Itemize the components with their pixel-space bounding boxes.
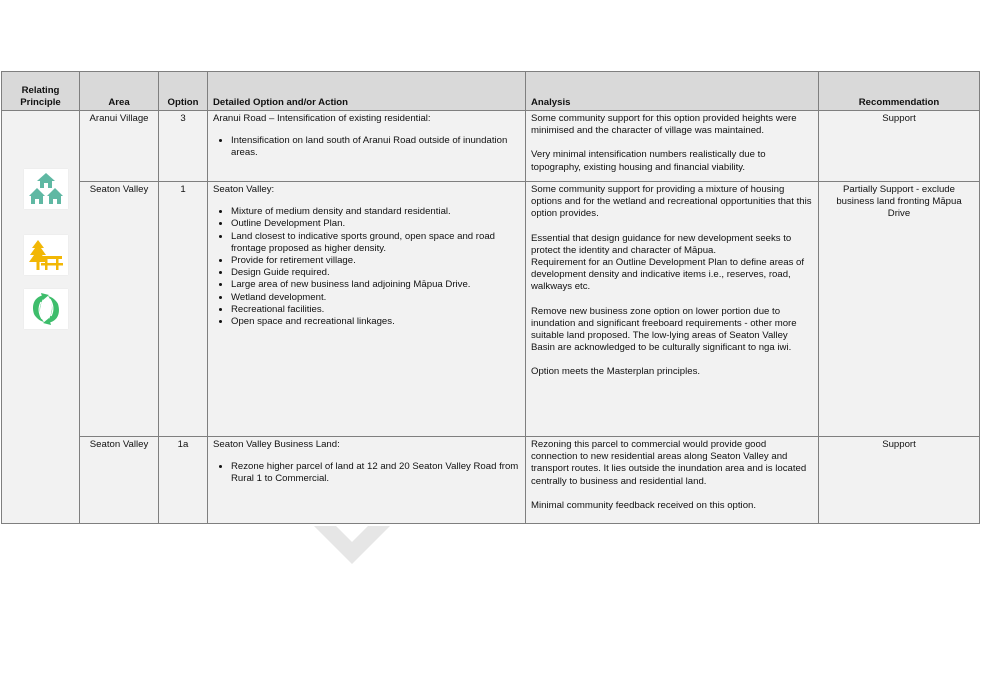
header-option: Option bbox=[159, 72, 208, 111]
list-item: • Design Guide required. bbox=[231, 267, 520, 279]
list-item: • Intensification on land south of Aranui Road outside of inundation areas. bbox=[231, 135, 520, 159]
option-cell: 3 bbox=[159, 111, 208, 182]
recycle-leaves-icon bbox=[24, 289, 68, 329]
list-item: • Land closest to indicative sports ground, open space and road frontage proposed as higher density. bbox=[231, 231, 520, 255]
analysis-paragraph: Minimal community feedback received on this option. bbox=[531, 499, 757, 511]
list-item: • Rezone higher parcel of land at 12 and 20 Seaton Valley Road from Rural 1 to Commercial. bbox=[231, 461, 520, 485]
header-recommendation: Recommendation bbox=[819, 72, 980, 111]
detail-title: Seaton Valley Business Land: bbox=[213, 439, 340, 450]
recommendation-cell: Support bbox=[819, 437, 980, 524]
detail-title: Seaton Valley: bbox=[213, 184, 275, 195]
list-item: • Recreational facilities. bbox=[231, 304, 520, 316]
list-item: • Outline Development Plan. bbox=[231, 218, 520, 230]
table-row bbox=[2, 182, 980, 437]
analysis-paragraph: Some community support for this option provided heights were minimised and the character of village was maintained. bbox=[531, 113, 797, 137]
option-cell: 1 bbox=[159, 182, 208, 437]
analysis-paragraph: Option meets the Masterplan principles. bbox=[531, 366, 701, 378]
list-item: • Open space and recreational linkages. bbox=[231, 316, 520, 328]
header-detailed-option: Detailed Option and/or Action bbox=[208, 72, 526, 111]
relating-principle-cell bbox=[2, 111, 80, 524]
analysis-paragraph: Rezoning this parcel to commercial would provide good connection to new residential areas along Seaton Valley and transport routes. It lies outside the inundation area and is located centrally to business and residential land. bbox=[531, 439, 807, 487]
detail-cell bbox=[208, 182, 526, 437]
header-analysis: Analysis bbox=[526, 72, 819, 111]
recommendation-cell: Partially Support - exclude business land fronting Māpua Drive bbox=[819, 182, 980, 437]
header-relating-principle: Relating Principle bbox=[2, 72, 80, 111]
list-item: • Large area of new business land adjoining Māpua Drive. bbox=[231, 279, 520, 291]
analysis-paragraph: Essential that design guidance for new development seeks to protect the identity and character of Māpua. Requirement for an Outline Development Plan to define areas of development density and indicative items i.e., reserves, road, walkways etc. bbox=[531, 232, 805, 293]
list-item: • Mixture of medium density and standard residential. bbox=[231, 206, 520, 218]
table-row bbox=[2, 437, 980, 524]
detail-bullets bbox=[213, 135, 520, 159]
analysis-paragraph: Very minimal intensification numbers realistically due to topography, existing housing and financial viability. bbox=[531, 149, 766, 173]
list-item: • Provide for retirement village. bbox=[231, 255, 520, 267]
chevron-down-watermark-icon bbox=[314, 526, 390, 564]
detail-cell bbox=[208, 111, 526, 182]
option-cell: 1a bbox=[159, 437, 208, 524]
area-cell: Aranui Village bbox=[80, 111, 159, 182]
recommendation-cell: Support bbox=[819, 111, 980, 182]
analysis-paragraph: Some community support for providing a mixture of housing options and for the wetland and recreational opportunities that this option provides. bbox=[531, 184, 812, 220]
analysis-paragraph: Remove new business zone option on lower portion due to inundation and significant freeboard requirements - other more suitable land proposed. The low-lying areas of Seaton Valley Basin are acknowledged to be culturally significant to nga iwi. bbox=[531, 305, 797, 354]
analysis-cell bbox=[526, 182, 819, 437]
area-cell: Seaton Valley bbox=[80, 437, 159, 524]
area-cell: Seaton Valley bbox=[80, 182, 159, 437]
analysis-cell bbox=[526, 111, 819, 182]
detail-bullets bbox=[213, 206, 520, 328]
analysis-cell bbox=[526, 437, 819, 524]
tree-picnic-table-icon bbox=[24, 235, 68, 275]
options-table bbox=[1, 71, 980, 524]
list-item: • Wetland development. bbox=[231, 292, 520, 304]
header-area: Area bbox=[80, 72, 159, 111]
detail-bullets bbox=[213, 461, 520, 485]
detail-title: Aranui Road – Intensification of existing residential: bbox=[213, 113, 431, 124]
table-header-row bbox=[2, 72, 980, 111]
houses-icon bbox=[24, 169, 68, 209]
table-row bbox=[2, 111, 980, 182]
detail-cell bbox=[208, 437, 526, 524]
